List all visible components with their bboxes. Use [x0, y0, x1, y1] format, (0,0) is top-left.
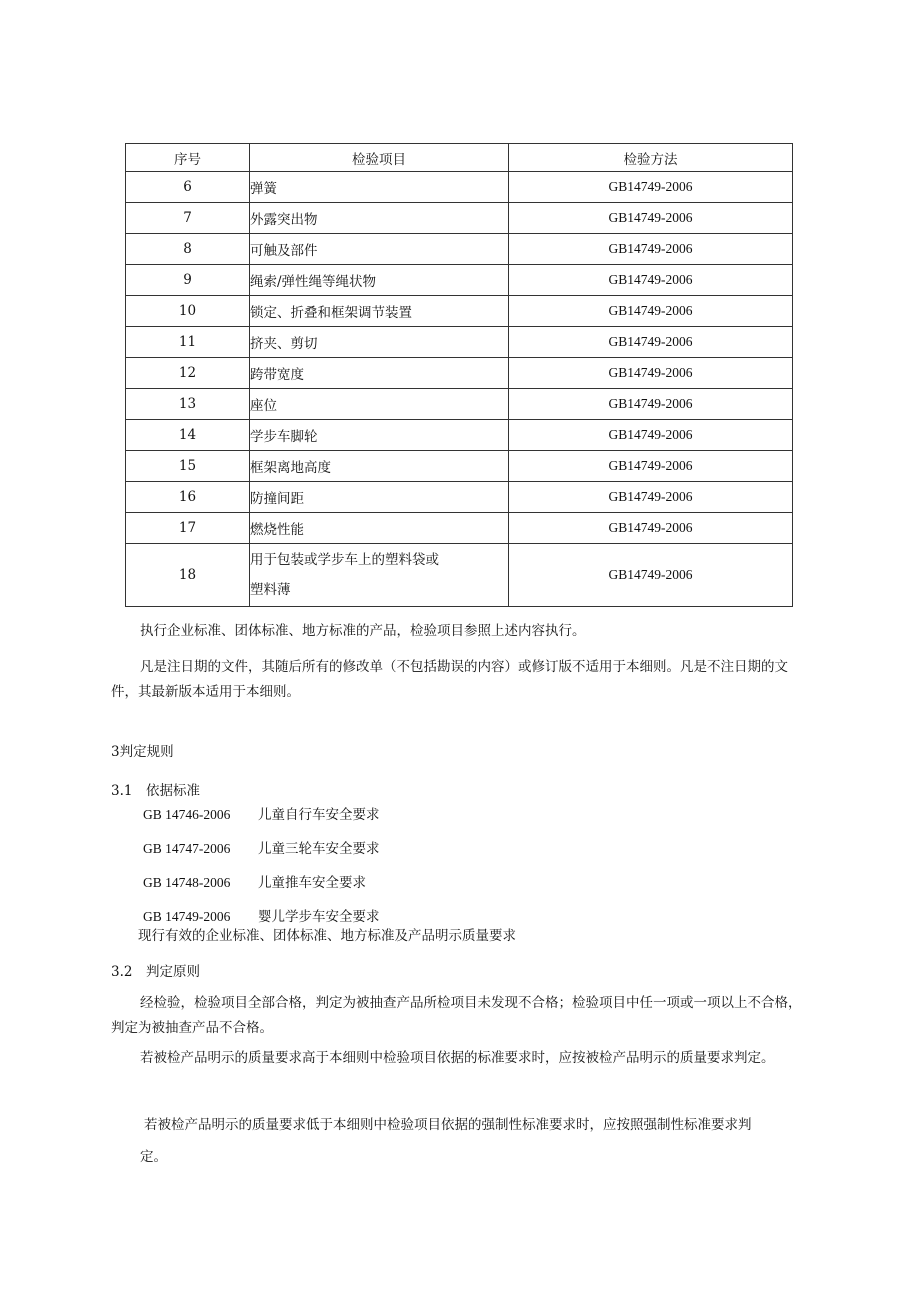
row-no: 8 [126, 234, 250, 265]
section-3-1-title: 3.1 依据标准 [111, 783, 200, 799]
row-method: GB14749-2006 [509, 265, 793, 296]
row-no: 17 [126, 513, 250, 544]
row-item: 座位 [250, 389, 509, 420]
row-item: 燃烧性能 [250, 513, 509, 544]
standard-item [143, 837, 380, 857]
note-enterprise-standards: 执行企业标准、团体标准、地方标准的产品，检验项目参照上述内容执行。 [140, 623, 586, 639]
table-row [126, 327, 793, 358]
table-row [126, 389, 793, 420]
row-method: GB14749-2006 [509, 513, 793, 544]
standard-name: 婴儿学步车安全要求 [258, 909, 380, 925]
row-item: 跨带宽度 [250, 358, 509, 389]
row-method: GB14749-2006 [509, 172, 793, 203]
table-row-last [126, 544, 793, 607]
row-item: 学步车脚轮 [250, 420, 509, 451]
table-row [126, 172, 793, 203]
row-item-line1: 用于包装或学步车上的塑料袋或 [250, 552, 439, 568]
row-method: GB14749-2006 [509, 327, 793, 358]
header-inspection-item: 检验项目 [250, 144, 509, 172]
row-item: 挤夹、剪切 [250, 327, 509, 358]
standard-item [143, 803, 380, 823]
row-no: 18 [126, 544, 250, 607]
row-method: GB14749-2006 [509, 296, 793, 327]
row-method: GB14749-2006 [509, 420, 793, 451]
row-method: GB14749-2006 [509, 544, 793, 607]
standard-item [143, 871, 366, 891]
table-row [126, 234, 793, 265]
row-item: 弹簧 [250, 172, 509, 203]
row-no: 13 [126, 389, 250, 420]
row-no: 9 [126, 265, 250, 296]
row-no: 7 [126, 203, 250, 234]
inspection-items-table [125, 143, 793, 607]
principle-paragraph-3-line2: 定。 [140, 1149, 167, 1165]
header-inspection-method: 检验方法 [509, 144, 793, 172]
row-method: GB14749-2006 [509, 358, 793, 389]
table-row [126, 203, 793, 234]
standards-extra: 现行有效的企业标准、团体标准、地方标准及产品明示质量要求 [138, 928, 516, 944]
standard-code: GB 14746-2006 [143, 807, 231, 822]
row-no: 14 [126, 420, 250, 451]
standard-code: GB 14748-2006 [143, 875, 231, 890]
row-no: 6 [126, 172, 250, 203]
table-row [126, 451, 793, 482]
row-item: 防撞间距 [250, 482, 509, 513]
standard-name: 儿童推车安全要求 [258, 875, 366, 891]
row-method: GB14749-2006 [509, 234, 793, 265]
table-header-row [126, 144, 793, 172]
row-method: GB14749-2006 [509, 482, 793, 513]
row-item-line2: 塑料薄 [250, 582, 291, 598]
standard-code: GB 14749-2006 [143, 909, 231, 924]
row-method: GB14749-2006 [509, 203, 793, 234]
standard-name: 儿童三轮车安全要求 [258, 841, 380, 857]
header-serial-no: 序号 [126, 144, 250, 172]
principle-paragraph-3-line1: 若被检产品明示的质量要求低于本细则中检验项目依据的强制性标准要求时，应按照强制性标准要求判 [144, 1117, 752, 1133]
row-no: 12 [126, 358, 250, 389]
row-item-multiline [250, 544, 509, 607]
row-item: 外露突出物 [250, 203, 509, 234]
principle-paragraph-2: 若被检产品明示的质量要求高于本细则中检验项目依据的标准要求时，应按被检产品明示的质量要求判定。 [140, 1050, 775, 1066]
table-row [126, 420, 793, 451]
row-item: 框架离地高度 [250, 451, 509, 482]
section-3-2-title: 3.2 判定原则 [111, 964, 200, 980]
standard-name: 儿童自行车安全要求 [258, 807, 380, 823]
row-method: GB14749-2006 [509, 389, 793, 420]
standard-item [143, 905, 380, 925]
table-row [126, 265, 793, 296]
table-row [126, 296, 793, 327]
table-row [126, 358, 793, 389]
row-no: 15 [126, 451, 250, 482]
row-method: GB14749-2006 [509, 451, 793, 482]
table-body [126, 172, 793, 607]
row-item: 锁定、折叠和框架调节装置 [250, 296, 509, 327]
row-no: 10 [126, 296, 250, 327]
row-no: 16 [126, 482, 250, 513]
section-3-title: 3判定规则 [111, 744, 174, 760]
row-item: 绳索/弹性绳等绳状物 [250, 265, 509, 296]
row-no: 11 [126, 327, 250, 358]
table-row [126, 513, 793, 544]
note-dated-documents: 凡是注日期的文件，其随后所有的修改单（不包括勘误的内容）或修订版不适用于本细则。凡是不注日期的文件，其最新版本适用于本细则。 [111, 659, 788, 700]
row-item: 可触及部件 [250, 234, 509, 265]
table-row [126, 482, 793, 513]
principle-paragraph-1: 经检验，检验项目全部合格，判定为被抽查产品所检项目未发现不合格；检验项目中任一项或一项以上不合格，判定为被抽查产品不合格。 [111, 995, 802, 1036]
standard-code: GB 14747-2006 [143, 841, 231, 856]
